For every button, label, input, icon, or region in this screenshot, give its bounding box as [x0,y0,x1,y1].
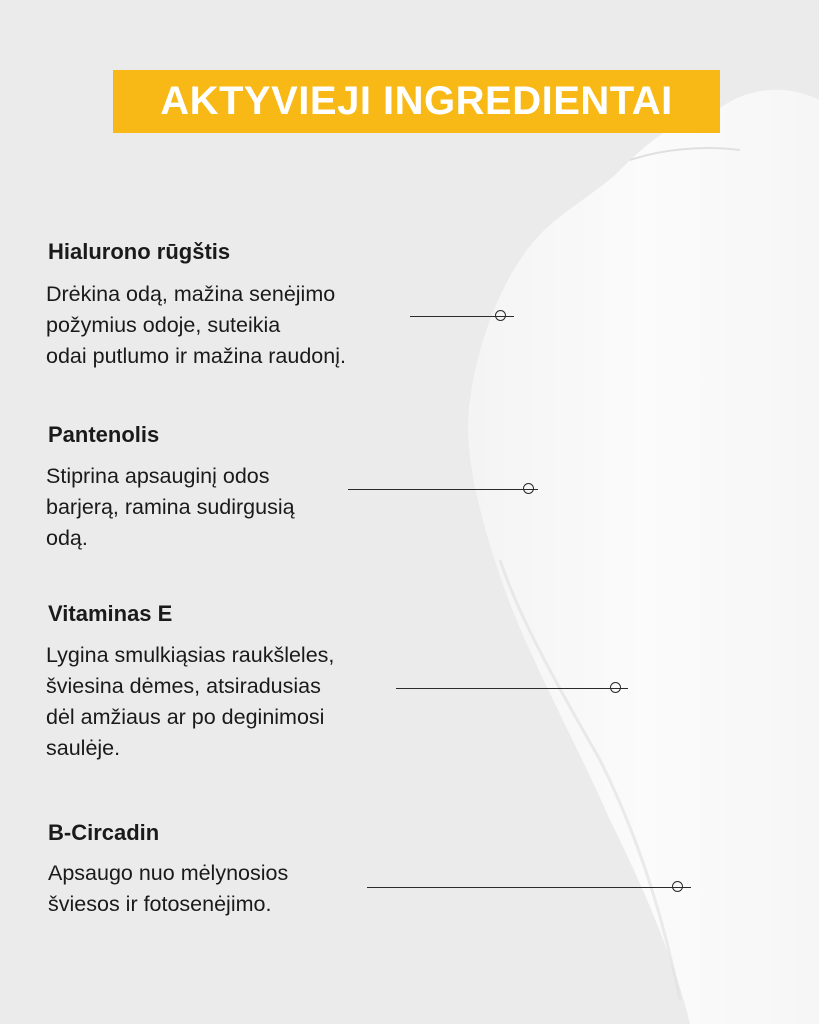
pointer-line [348,483,538,495]
description-line: Lygina smulkiąsias raukšleles, [46,643,335,667]
description-line: barjerą, ramina sudirgusią [46,495,295,519]
ingredient-heading: Vitaminas E [48,601,173,626]
description-line: odą. [46,526,88,550]
pointer-dot-icon [610,682,621,693]
pointer-dot-icon [672,881,683,892]
description-line: Drėkina odą, mažina senėjimo [46,282,336,306]
description-line: Stiprina apsauginį odos [46,464,270,488]
ingredient-description [46,461,295,554]
pointer-dot-icon [495,310,506,321]
page-title: AKTYVIEJI INGREDIENTAI [160,79,673,123]
description-line: dėl amžiaus ar po deginimosi [46,705,325,729]
ingredient-heading: Hialurono rūgštis [48,239,231,264]
ingredient-description [46,279,346,372]
title-banner [113,70,720,133]
pointer-dot-icon [523,483,534,494]
ingredient-heading: Pantenolis [48,422,160,447]
description-line: Apsaugo nuo mėlynosios [48,861,289,885]
pointer-line [410,310,514,322]
description-line: saulėje. [46,736,121,760]
description-line: šviesina dėmes, atsiradusias [46,674,321,698]
description-line: požymius odoje, suteikia [46,313,281,337]
ingredient-description [46,640,334,764]
description-line: odai putlumo ir mažina raudonį. [46,344,346,368]
ingredient-description [48,858,288,920]
pointer-line [367,881,691,893]
pointer-line [396,682,628,694]
ingredient-heading: B-Circadin [48,820,160,845]
description-line: šviesos ir fotosenėjimo. [48,892,272,916]
